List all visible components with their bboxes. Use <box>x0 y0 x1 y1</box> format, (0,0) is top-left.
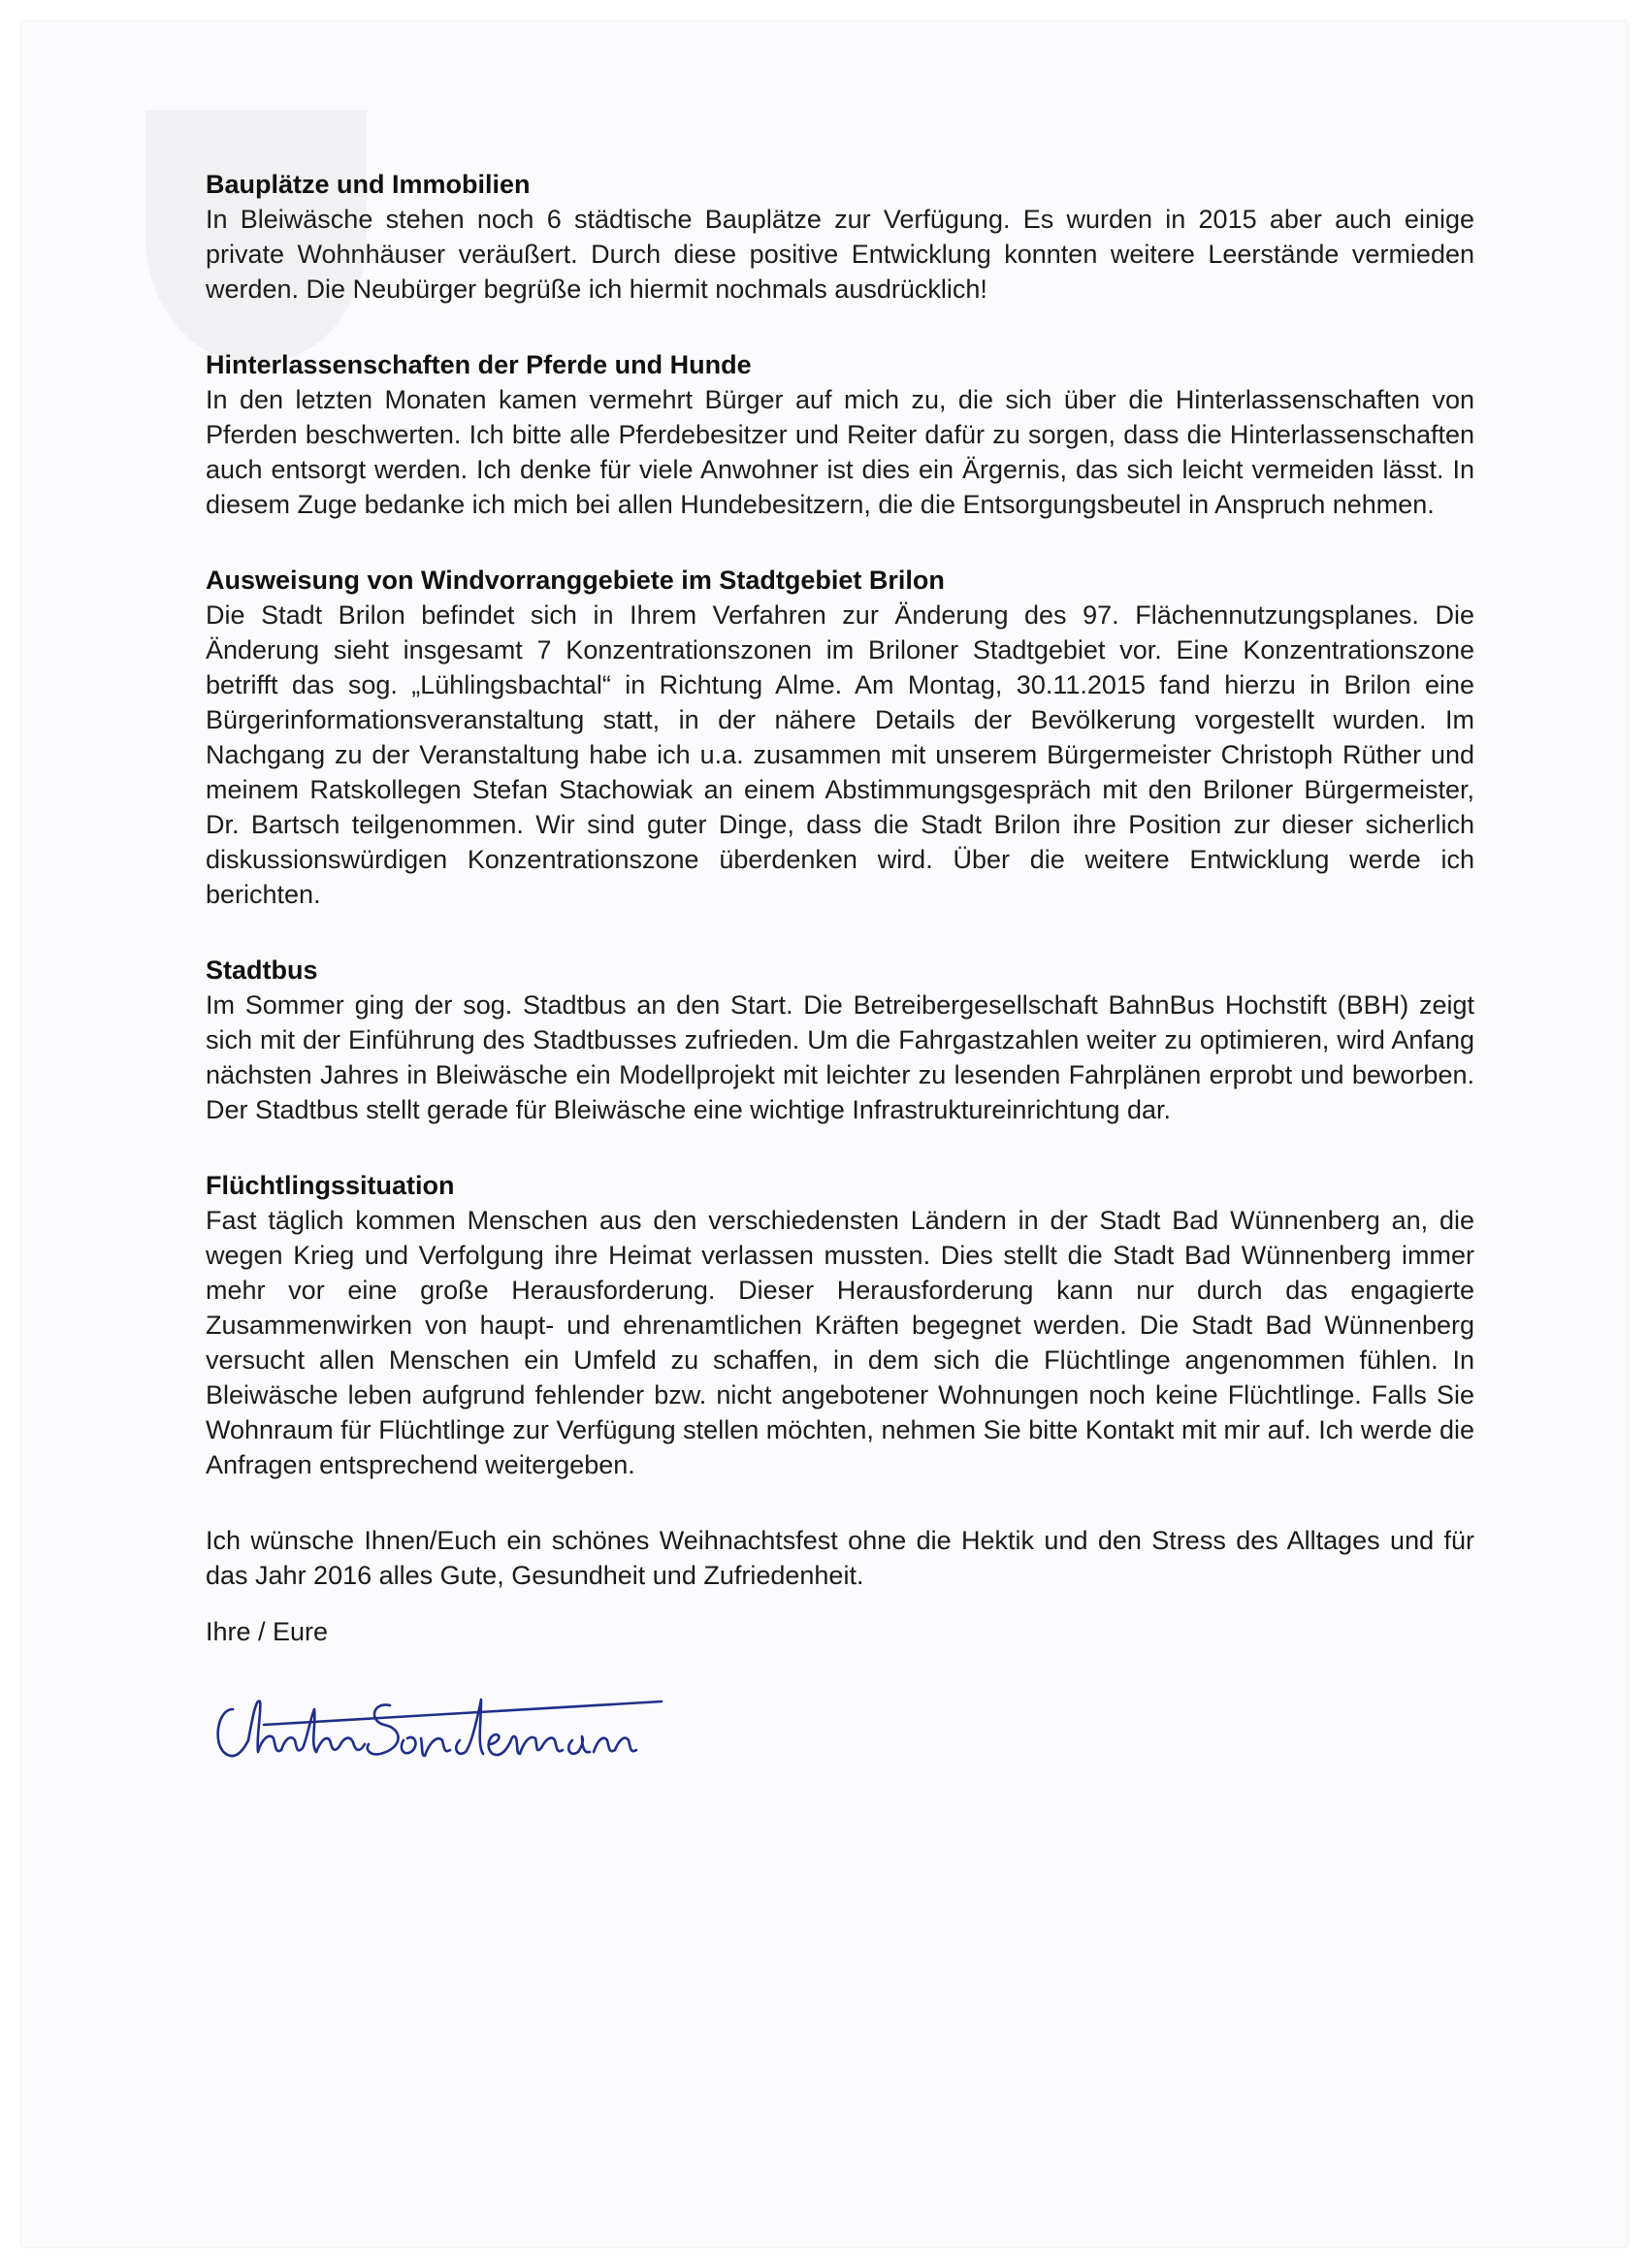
section-text: Im Sommer ging der sog. Stadtbus an den Start. Die Betreibergesellschaft BahnBus Hochstift (BBH) zeigt sich mit der Einführung des Stadtbusses zufrieden. Um die Fahrgastzahlen weiter zu optimieren, wird Anfang nächsten Jahres in Bleiwäsche ein Modellprojekt mit leichter zu lesenden Fahrplänen erprobt und beworben. Der Stadtbus stellt gerade für Bleiwäsche eine wichtige Infrastruktureinrichtung dar. <box>206 990 1474 1124</box>
section-bauplaetze <box>206 167 1474 307</box>
section-text: In Bleiwäsche stehen noch 6 städtische Bauplätze zur Verfügung. Es wurden in 2015 aber auch einige private Wohnhäuser veräußert. Durch diese positive Entwicklung konnten weitere Leerstände vermieden werden. Die Neubürger begrüße ich hiermit nochmals ausdrücklich! <box>206 205 1474 304</box>
section-hinterlassenschaften <box>206 347 1474 522</box>
section-heading: Ausweisung von Windvorranggebiete im Stadtgebiet Brilon <box>206 566 945 595</box>
section-heading: Stadtbus <box>206 956 318 985</box>
closing-wishes: Ich wünsche Ihnen/Euch ein schönes Weihnachtsfest ohne die Hektik und den Stress des Alltages und für das Jahr 2016 alles Gute, Gesundheit und Zufriedenheit. <box>206 1526 1474 1590</box>
document-page <box>21 21 1628 2247</box>
letter-body <box>206 167 1474 1767</box>
section-heading: Flüchtlingssituation <box>206 1171 455 1200</box>
section-windvorranggebiete <box>206 563 1474 912</box>
section-stadtbus <box>206 953 1474 1127</box>
section-text: Fast täglich kommen Menschen aus den verschiedensten Ländern in der Stadt Bad Wünnenberg an, die wegen Krieg und Verfolgung ihre Heimat verlassen mussten. Dies stellt die Stadt Bad Wünnenberg immer mehr vor eine große Herausforderung. Dieser Herausforderung kann nur durch das engagierte Zusammenwirken von haupt- und ehrenamtlichen Kräften begegnet werden. Die Stadt Bad Wünnenberg versucht allen Menschen ein Umfeld zu schaffen, in dem sich die Flüchtlinge angenommen fühlen. In Bleiwäsche leben aufgrund fehlender bzw. nicht angebotener Wohnungen noch keine Flüchtlinge. Falls Sie Wohnraum für Flüchtlinge zur Verfügung stellen möchten, nehmen Sie bitte Kontakt mit mir auf. Ich werde die Anfragen entsprechend weitergeben. <box>206 1206 1474 1479</box>
section-text: Die Stadt Brilon befindet sich in Ihrem Verfahren zur Änderung des 97. Flächennutzungsplanes. Die Änderung sieht insgesamt 7 Konzentrationszonen im Briloner Stadtgebiet vor. Eine Konzentrationszone betrifft das sog. „Lühlingsbachtal“ in Richtung Alme. Am Montag, 30.11.2015 fand hierzu in Brilon eine Bürgerinformationsveranstaltung statt, in der nähere Details der Bevölkerung vorgestellt wurden. Im Nachgang zu der Veranstaltung habe ich u.a. zusammen mit unserem Bürgermeister Christoph Rüther und meinem Ratskollegen Stefan Stachowiak an einem Abstimmungsgespräch mit den Briloner Bürgermeister, Dr. Bartsch teilgenommen. Wir sind guter Dinge, dass die Stadt Brilon ihre Position zur dieser sicherlich diskussionswürdigen Konzentrationszone überdenken wird. Über die weitere Entwicklung werde ich berichten. <box>206 600 1474 909</box>
section-fluechtlinge <box>206 1168 1474 1482</box>
section-heading: Hinterlassenschaften der Pferde und Hunde <box>206 350 752 379</box>
section-heading: Bauplätze und Immobilien <box>206 170 531 199</box>
handwritten-signature <box>206 1680 691 1767</box>
regards-line: Ihre / Eure <box>206 1617 329 1646</box>
section-text: In den letzten Monaten kamen vermehrt Bürger auf mich zu, die sich über die Hinterlassenschaften von Pferden beschwerten. Ich bitte alle Pferdebesitzer und Reiter dafür zu sorgen, dass die Hinterlassenschaften auch entsorgt werden. Ich denke für viele Anwohner ist dies ein Ärgernis, das sich leicht vermeiden lässt. In diesem Zuge bedanke ich mich bei allen Hundebesitzern, die die Entsorgungsbeutel in Anspruch nehmen. <box>206 385 1474 519</box>
